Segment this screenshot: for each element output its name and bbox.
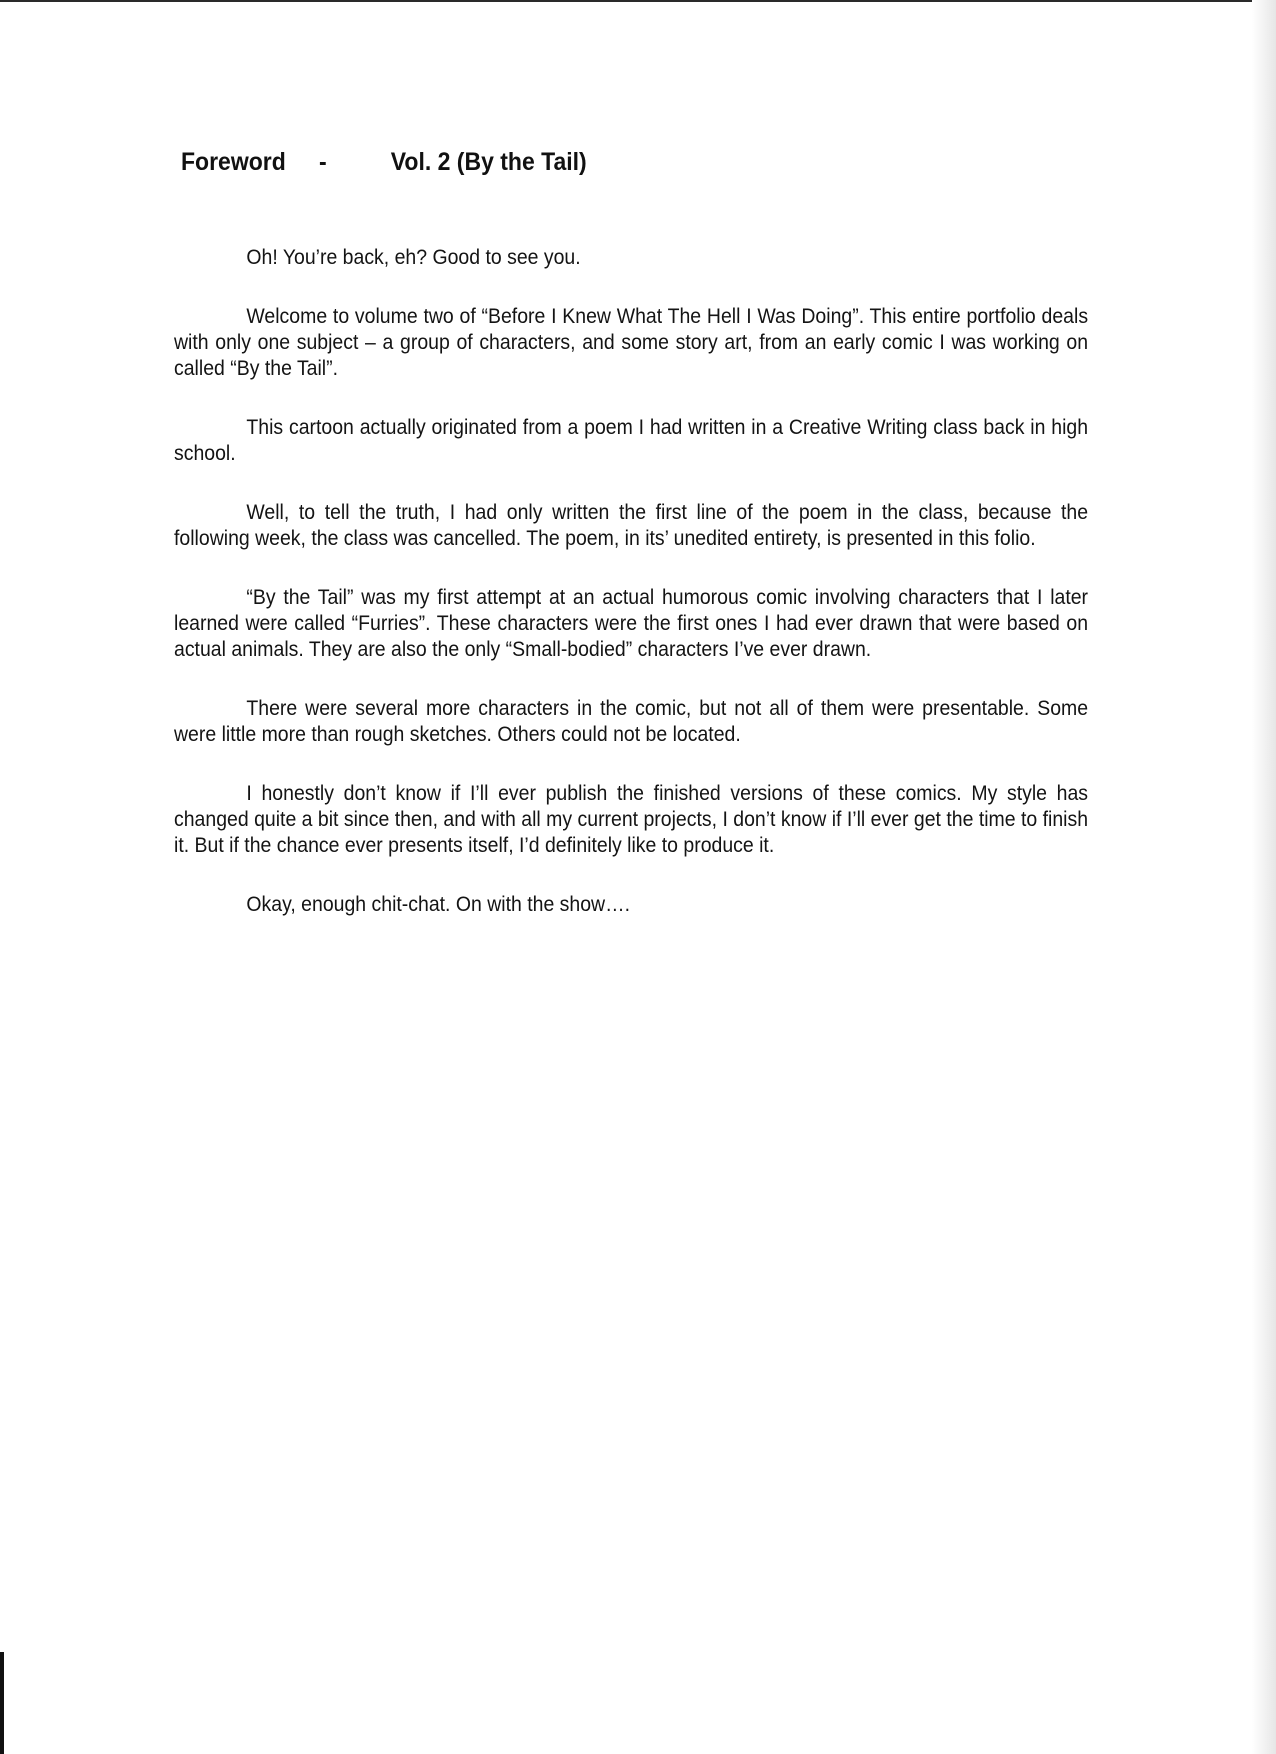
paragraph-furries: “By the Tail” was my first attempt at an actual humorous comic involving characters that I later learned were called “Furries”. These characters were the first ones I had ever drawn that were based on actual animals. They are also the only “Small-bodied” characters I’ve ever drawn.: [174, 585, 1089, 661]
scan-top-edge: [0, 0, 1276, 2]
title-volume: Vol. 2 (By the Tail): [390, 148, 587, 176]
paragraph-closing: Okay, enough chit-chat. On with the show….: [246, 892, 630, 916]
title-foreword: Foreword: [181, 148, 286, 176]
scan-left-mark: [0, 1652, 4, 1754]
paragraph-truth: Well, to tell the truth, I had only written the first line of the poem in the class, because the following week, the class was cancelled. The poem, in its’ unedited entirety, is presented in this folio.: [174, 500, 1089, 550]
paragraph-characters: There were several more characters in the comic, but not all of them were presentable. Some were little more than rough sketches. Others could not be located.: [174, 696, 1089, 746]
foreword-body: [174, 244, 1088, 950]
paragraph-origin: This cartoon actually originated from a poem I had written in a Creative Writing class back in high school.: [174, 415, 1089, 465]
paragraph-publish: I honestly don’t know if I’ll ever publish the finished versions of these comics. My style has changed quite a bit since then, and with all my current projects, I don’t know if I’ll ever get the time to finish it. But if the chance ever presents itself, I’d definitely like to produce it.: [174, 781, 1089, 857]
paragraph-welcome: Welcome to volume two of “Before I Knew What The Hell I Was Doing”. This entire portfolio deals with only one subject – a group of characters, and some story art, from an early comic I was working on called “By the Tail”.: [174, 304, 1089, 380]
title-separator: -: [319, 148, 327, 176]
paragraph-greeting: Oh! You’re back, eh? Good to see you.: [246, 245, 581, 269]
page-title: [181, 148, 1009, 188]
scan-right-edge: [1252, 0, 1276, 1754]
